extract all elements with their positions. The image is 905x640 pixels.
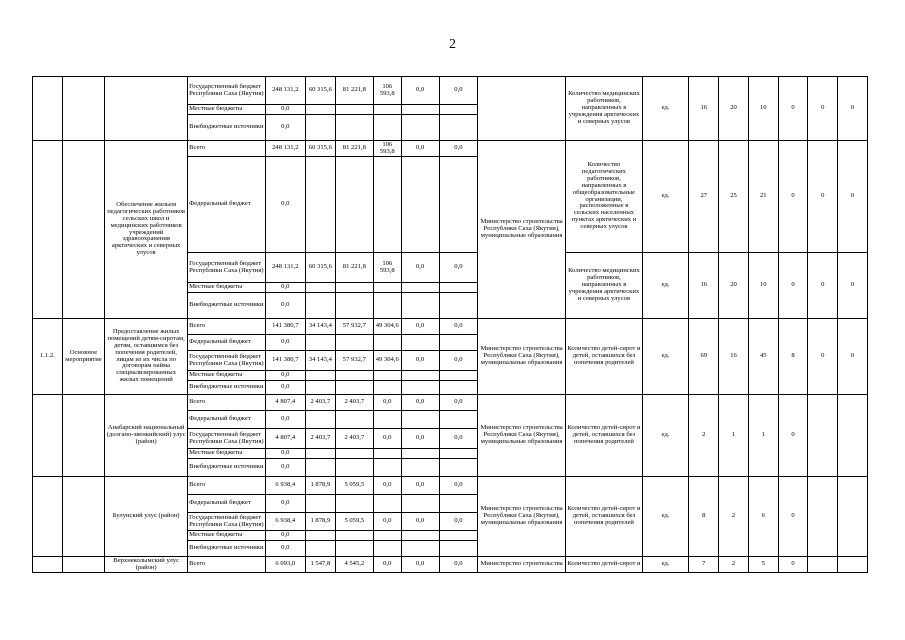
indicator-value-4: 0 — [778, 141, 808, 253]
funding-amount-total: 0,0 — [265, 293, 305, 319]
indicator-value-5: 0 — [808, 253, 838, 319]
item-code — [33, 77, 63, 141]
funding-amount-y5 — [439, 157, 477, 253]
executor — [478, 77, 566, 141]
funding-amount-total: 0,0 — [265, 531, 305, 541]
funding-amount-y4: 0,0 — [401, 513, 439, 531]
funding-amount-y2 — [335, 105, 373, 115]
funding-amount-y3 — [373, 371, 401, 381]
indicator-value-5: 0 — [808, 319, 838, 395]
indicator-unit: ед. — [642, 557, 689, 573]
funding-amount-total: 141 380,7 — [265, 319, 305, 335]
funding-amount-y4: 0,0 — [401, 319, 439, 335]
funding-amount-y5: 0,0 — [439, 351, 477, 371]
funding-amount-total: 0,0 — [265, 335, 305, 351]
funding-amount-y3: 106 593,8 — [373, 253, 401, 283]
executor: Министерство строительства Республики Саха (Якутия), муниципальные образования — [478, 319, 566, 395]
funding-amount-y2 — [335, 335, 373, 351]
funding-source-label: Внебюджетные источники — [188, 381, 266, 395]
funding-amount-y2 — [335, 411, 373, 429]
funding-amount-y2: 2 403,7 — [335, 395, 373, 411]
funding-source-label: Внебюджетные источники — [188, 293, 266, 319]
indicator-value-5 — [808, 395, 838, 477]
funding-amount-y1 — [305, 381, 335, 395]
funding-amount-y2 — [335, 495, 373, 513]
indicator-value-1: 16 — [689, 253, 719, 319]
funding-source-label: Федеральный бюджет — [188, 335, 266, 351]
funding-amount-y3: 0,0 — [373, 429, 401, 449]
funding-source-label: Местные бюджеты — [188, 283, 266, 293]
funding-amount-y1 — [305, 495, 335, 513]
funding-amount-y2: 5 059,5 — [335, 477, 373, 495]
funding-amount-total: 0,0 — [265, 115, 305, 141]
item-category — [62, 141, 104, 319]
funding-amount-total: 0,0 — [265, 371, 305, 381]
funding-amount-y1 — [305, 283, 335, 293]
indicator-value-6 — [838, 395, 868, 477]
funding-amount-y5 — [439, 293, 477, 319]
funding-amount-y1: 1 878,9 — [305, 513, 335, 531]
item-category — [62, 77, 104, 141]
indicator-name: Количество детей-сирот и детей, оставшихся без попечения родителей — [566, 395, 642, 477]
funding-amount-y4 — [401, 541, 439, 557]
item-code — [33, 477, 63, 557]
funding-amount-total: 6 093,0 — [265, 557, 305, 573]
indicator-name: Количество детей-сирот и — [566, 557, 642, 573]
indicator-value-3: 45 — [748, 319, 778, 395]
funding-amount-y4: 0,0 — [401, 557, 439, 573]
funding-amount-y1 — [305, 157, 335, 253]
funding-amount-y2: 2 403,7 — [335, 429, 373, 449]
funding-amount-y5: 0,0 — [439, 429, 477, 449]
funding-amount-total: 4 807,4 — [265, 395, 305, 411]
table-row — [33, 477, 868, 495]
indicator-unit: ед. — [642, 395, 689, 477]
indicator-value-1: 69 — [689, 319, 719, 395]
event-name: Анабарский национальный (долгано-эвенкийский) улус (район) — [105, 395, 188, 477]
funding-amount-y3: 0,0 — [373, 557, 401, 573]
funding-amount-total: 141 380,7 — [265, 351, 305, 371]
funding-amount-y4: 0,0 — [401, 477, 439, 495]
indicator-value-4: 0 — [778, 557, 808, 573]
item-category — [62, 477, 104, 557]
indicator-value-6: 0 — [838, 141, 868, 253]
funding-amount-y4 — [401, 495, 439, 513]
funding-amount-y3: 49 304,6 — [373, 319, 401, 335]
funding-amount-y4 — [401, 449, 439, 459]
funding-amount-y5: 0,0 — [439, 477, 477, 495]
indicator-value-4: 0 — [778, 77, 808, 141]
funding-amount-y4 — [401, 283, 439, 293]
funding-amount-y5 — [439, 105, 477, 115]
funding-amount-y3: 0,0 — [373, 395, 401, 411]
funding-amount-y1 — [305, 115, 335, 141]
executor: Министерство строительства Республики Саха (Якутия), муниципальные образования — [478, 395, 566, 477]
funding-amount-y5 — [439, 495, 477, 513]
indicator-value-2: 20 — [719, 253, 749, 319]
indicator-value-1: 7 — [689, 557, 719, 573]
funding-amount-y5: 0,0 — [439, 141, 477, 157]
funding-amount-y3: 106 593,8 — [373, 77, 401, 105]
funding-amount-y1 — [305, 105, 335, 115]
event-name: Булунский улус (район) — [105, 477, 188, 557]
funding-amount-y1: 2 403,7 — [305, 429, 335, 449]
funding-amount-y1 — [305, 293, 335, 319]
funding-amount-total: 0,0 — [265, 541, 305, 557]
funding-amount-y3 — [373, 541, 401, 557]
funding-source-label: Государственный бюджет Республики Саха (Якутия) — [188, 253, 266, 283]
indicator-unit: ед. — [642, 319, 689, 395]
funding-amount-y5 — [439, 335, 477, 351]
indicator-value-2: 25 — [719, 141, 749, 253]
funding-amount-y1 — [305, 371, 335, 381]
funding-amount-y3 — [373, 157, 401, 253]
indicator-value-2: 20 — [719, 77, 749, 141]
indicator-unit: ед. — [642, 141, 689, 253]
table-row — [33, 557, 868, 573]
funding-source-label: Местные бюджеты — [188, 371, 266, 381]
indicator-value-5: 0 — [808, 141, 838, 253]
funding-amount-y4: 0,0 — [401, 395, 439, 411]
funding-amount-y4 — [401, 335, 439, 351]
indicator-value-2: 2 — [719, 477, 749, 557]
item-code — [33, 141, 63, 319]
funding-amount-y2: 57 932,7 — [335, 351, 373, 371]
funding-amount-total: 6 938,4 — [265, 513, 305, 531]
item-code — [33, 557, 63, 573]
funding-amount-y4: 0,0 — [401, 253, 439, 283]
funding-amount-y2 — [335, 531, 373, 541]
indicator-value-5 — [808, 477, 838, 557]
funding-amount-y3 — [373, 459, 401, 477]
funding-amount-y1: 60 315,6 — [305, 253, 335, 283]
funding-amount-y2 — [335, 381, 373, 395]
indicator-value-4: 8 — [778, 319, 808, 395]
funding-source-label: Всего — [188, 395, 266, 411]
event-name: Обеспечение жильем педагогических работников сельских школ и медицинских работников учреждений здравоохранения арктических и северных улусов — [105, 141, 188, 319]
funding-amount-y1: 1 878,9 — [305, 477, 335, 495]
funding-amount-y2: 81 221,8 — [335, 77, 373, 105]
funding-amount-y5: 0,0 — [439, 513, 477, 531]
funding-source-label: Местные бюджеты — [188, 449, 266, 459]
table-row — [33, 395, 868, 411]
table-row — [33, 319, 868, 335]
event-name — [105, 77, 188, 141]
indicator-value-6: 0 — [838, 253, 868, 319]
funding-amount-y5 — [439, 411, 477, 429]
funding-source-label: Внебюджетные источники — [188, 541, 266, 557]
indicator-value-3: 21 — [748, 141, 778, 253]
funding-amount-y1 — [305, 411, 335, 429]
indicator-value-2: 16 — [719, 319, 749, 395]
table-body — [33, 77, 868, 573]
item-code: 1.1.2. — [33, 319, 63, 395]
funding-source-label: Государственный бюджет Республики Саха (Якутия) — [188, 429, 266, 449]
indicator-value-6: 0 — [838, 77, 868, 141]
funding-amount-total: 0,0 — [265, 411, 305, 429]
table-row — [33, 77, 868, 105]
funding-amount-total: 248 131,2 — [265, 141, 305, 157]
funding-amount-y2: 57 932,7 — [335, 319, 373, 335]
funding-amount-y4: 0,0 — [401, 77, 439, 105]
funding-amount-y2: 5 059,5 — [335, 513, 373, 531]
funding-amount-total: 0,0 — [265, 381, 305, 395]
indicator-name: Количество медицинских работников, направленных в учреждения арктических и северных улусов — [566, 253, 642, 319]
indicator-value-6: 0 — [838, 319, 868, 395]
funding-amount-y4 — [401, 157, 439, 253]
indicator-value-1: 16 — [689, 77, 719, 141]
indicator-value-3: 5 — [748, 557, 778, 573]
indicator-value-6 — [838, 477, 868, 557]
funding-amount-y3 — [373, 381, 401, 395]
funding-amount-y3 — [373, 495, 401, 513]
funding-amount-y3 — [373, 531, 401, 541]
funding-amount-y4 — [401, 459, 439, 477]
funding-source-label: Государственный бюджет Республики Саха (Якутия) — [188, 77, 266, 105]
funding-amount-y3 — [373, 449, 401, 459]
funding-amount-y1: 34 143,4 — [305, 351, 335, 371]
funding-amount-y2: 4 545,2 — [335, 557, 373, 573]
funding-amount-total: 0,0 — [265, 283, 305, 293]
funding-amount-y4 — [401, 411, 439, 429]
funding-source-label: Государственный бюджет Республики Саха (Якутия) — [188, 513, 266, 531]
indicator-value-2: 1 — [719, 395, 749, 477]
funding-amount-y5 — [439, 381, 477, 395]
indicator-name: Количество детей-сирот и детей, оставшихся без попечения родителей — [566, 319, 642, 395]
funding-amount-y3: 106 593,8 — [373, 141, 401, 157]
funding-amount-total: 0,0 — [265, 495, 305, 513]
funding-amount-y2: 81 221,8 — [335, 141, 373, 157]
funding-amount-y5: 0,0 — [439, 77, 477, 105]
funding-amount-total: 0,0 — [265, 105, 305, 115]
funding-amount-y1: 60 315,6 — [305, 141, 335, 157]
indicator-value-5 — [808, 557, 838, 573]
program-funding-table — [32, 76, 868, 573]
indicator-name: Количество педагогических работников, направленных в общеобразовательные организации, расположенные в сельских населенных пунктах арктических и северных улусов — [566, 141, 642, 253]
funding-amount-y1 — [305, 531, 335, 541]
funding-amount-total: 0,0 — [265, 157, 305, 253]
funding-amount-y5: 0,0 — [439, 253, 477, 283]
executor: Министерство строительства Республики Саха (Якутия), муниципальные образования — [478, 477, 566, 557]
funding-amount-y3 — [373, 283, 401, 293]
funding-amount-y1 — [305, 335, 335, 351]
funding-amount-y5 — [439, 449, 477, 459]
funding-source-label: Внебюджетные источники — [188, 459, 266, 477]
funding-source-label: Местные бюджеты — [188, 531, 266, 541]
funding-amount-y2 — [335, 541, 373, 557]
funding-amount-y3: 49 304,6 — [373, 351, 401, 371]
funding-amount-y5: 0,0 — [439, 395, 477, 411]
funding-amount-total: 4 807,4 — [265, 429, 305, 449]
funding-amount-y4: 0,0 — [401, 429, 439, 449]
indicator-value-6 — [838, 557, 868, 573]
item-code — [33, 395, 63, 477]
item-category — [62, 395, 104, 477]
funding-amount-y1 — [305, 449, 335, 459]
event-name: Верхнеколымский улус (район) — [105, 557, 188, 573]
funding-amount-y5 — [439, 283, 477, 293]
funding-amount-y2 — [335, 157, 373, 253]
funding-amount-y3: 0,0 — [373, 477, 401, 495]
funding-amount-y5: 0,0 — [439, 557, 477, 573]
funding-amount-y1: 1 547,8 — [305, 557, 335, 573]
funding-source-label: Государственный бюджет Республики Саха (Якутия) — [188, 351, 266, 371]
funding-amount-y4 — [401, 371, 439, 381]
funding-source-label: Всего — [188, 477, 266, 495]
indicator-value-3: 6 — [748, 477, 778, 557]
indicator-value-3: 10 — [748, 253, 778, 319]
funding-amount-y5 — [439, 371, 477, 381]
funding-amount-y2 — [335, 371, 373, 381]
indicator-value-1: 2 — [689, 395, 719, 477]
indicator-value-2: 2 — [719, 557, 749, 573]
funding-amount-y1 — [305, 459, 335, 477]
funding-amount-y4 — [401, 115, 439, 141]
funding-amount-y3 — [373, 115, 401, 141]
indicator-value-3: 10 — [748, 77, 778, 141]
item-category — [62, 557, 104, 573]
funding-amount-y3 — [373, 335, 401, 351]
funding-amount-y3 — [373, 293, 401, 319]
funding-amount-y4 — [401, 293, 439, 319]
indicator-value-5: 0 — [808, 77, 838, 141]
indicator-value-4: 0 — [778, 395, 808, 477]
funding-amount-total: 248 131,2 — [265, 77, 305, 105]
indicator-name: Количество детей-сирот и детей, оставшихся без попечения родителей — [566, 477, 642, 557]
funding-source-label: Федеральный бюджет — [188, 411, 266, 429]
funding-amount-y1: 60 315,6 — [305, 77, 335, 105]
funding-amount-y2 — [335, 449, 373, 459]
executor: Министерство строительства Республики Саха (Якутия), муниципальные образования — [478, 141, 566, 319]
event-name: Предоставление жилых помещений детям-сиротам, детям, оставшимся без попечения родителей, лицам из их числа по договорам найма специализированных жилых помещений — [105, 319, 188, 395]
indicator-value-4: 0 — [778, 253, 808, 319]
indicator-value-1: 27 — [689, 141, 719, 253]
funding-amount-y5 — [439, 459, 477, 477]
indicator-unit: ед. — [642, 477, 689, 557]
table-row — [33, 141, 868, 157]
funding-source-label: Всего — [188, 141, 266, 157]
funding-source-label: Федеральный бюджет — [188, 157, 266, 253]
indicator-name: Количество медицинских работников, направленных в учреждения арктических и северных улусов — [566, 77, 642, 141]
indicator-unit: ед. — [642, 77, 689, 141]
funding-amount-total: 6 938,4 — [265, 477, 305, 495]
funding-amount-y4 — [401, 105, 439, 115]
indicator-value-1: 8 — [689, 477, 719, 557]
funding-source-label: Всего — [188, 319, 266, 335]
indicator-value-3: 1 — [748, 395, 778, 477]
funding-amount-y1 — [305, 541, 335, 557]
funding-amount-total: 0,0 — [265, 449, 305, 459]
funding-amount-y4: 0,0 — [401, 351, 439, 371]
funding-source-label: Всего — [188, 557, 266, 573]
funding-amount-y5 — [439, 541, 477, 557]
funding-amount-y2 — [335, 293, 373, 319]
funding-amount-y3: 0,0 — [373, 513, 401, 531]
funding-amount-y2 — [335, 459, 373, 477]
funding-amount-y2 — [335, 283, 373, 293]
funding-amount-y5 — [439, 115, 477, 141]
funding-amount-y5: 0,0 — [439, 319, 477, 335]
funding-amount-y3 — [373, 411, 401, 429]
funding-amount-y2 — [335, 115, 373, 141]
funding-amount-y1: 34 143,4 — [305, 319, 335, 335]
indicator-value-4: 0 — [778, 477, 808, 557]
funding-amount-y2: 81 221,8 — [335, 253, 373, 283]
page-number: 2 — [449, 37, 456, 52]
funding-amount-y5 — [439, 531, 477, 541]
funding-amount-y4: 0,0 — [401, 141, 439, 157]
funding-amount-y1: 2 403,7 — [305, 395, 335, 411]
funding-amount-y3 — [373, 105, 401, 115]
funding-source-label: Федеральный бюджет — [188, 495, 266, 513]
funding-source-label: Местные бюджеты — [188, 105, 266, 115]
funding-source-label: Внебюджетные источники — [188, 115, 266, 141]
funding-amount-total: 0,0 — [265, 459, 305, 477]
funding-amount-total: 248 131,2 — [265, 253, 305, 283]
executor: Министерство строительства — [478, 557, 566, 573]
funding-amount-y4 — [401, 381, 439, 395]
indicator-unit: ед. — [642, 253, 689, 319]
item-category: Основное мероприятие — [62, 319, 104, 395]
funding-amount-y4 — [401, 531, 439, 541]
